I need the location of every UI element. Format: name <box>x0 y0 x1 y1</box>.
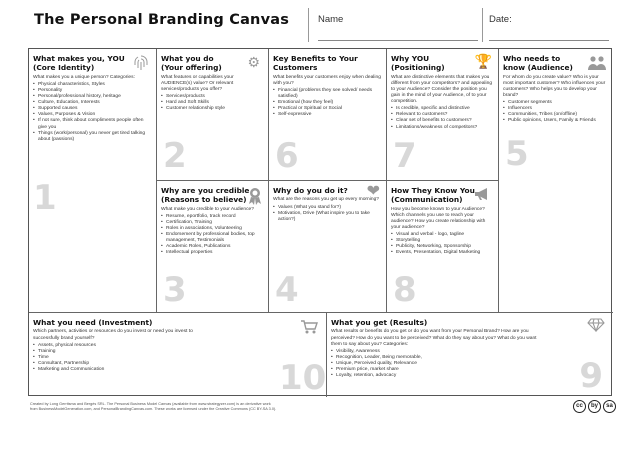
date-label: Date: <box>489 14 512 25</box>
date-field-line[interactable] <box>489 40 609 41</box>
list-item: • Services/products <box>161 94 264 100</box>
cell-title: How They Know You <box>391 186 475 195</box>
list-item: • Limitations/weakness of competitors? <box>391 125 494 131</box>
list-item: • Relevant to customers? <box>391 112 494 118</box>
list-item: • Emotional (how they feel) <box>273 100 382 106</box>
gear-icon: ⚙ <box>247 54 260 70</box>
attribution-line: from BusinessModelGeneration.com, and PersonalBrandingCanvas.com. These works are licensed under the Creative Commons (CC BY-SA 3.0). <box>30 407 277 412</box>
list-item: • Motivation, Drive (What inspire you to take action?) <box>273 211 382 223</box>
list-item: • Communities, Tribes (on/offline) <box>503 112 609 118</box>
name-field-line[interactable] <box>318 40 478 41</box>
list-item: • Assets, physical resources <box>33 343 322 349</box>
attribution-line: Created by Long Gerritsma and Bergés SRL. The Personal Business Model Canvas (available from www.strategyzer.com) is an derivative work <box>30 402 271 406</box>
cell-results <box>327 313 613 397</box>
list-item: • Influencers <box>503 106 609 112</box>
list-item: • Clear set of benefits to customers? <box>391 118 494 124</box>
cell-intro: What benefits your customers enjoy when dealing with you? <box>273 74 381 86</box>
list-item: • If not sure, think about compliments people often give you <box>33 118 152 130</box>
cell-audience <box>499 49 613 313</box>
trophy-icon: 🏆 <box>474 53 492 69</box>
list-item: • Financial (problems they see solved/ needs satisfied) <box>273 88 382 100</box>
cell-intro: What makes you a unique person? Categories: <box>33 74 135 80</box>
cell-title: What you do <box>161 54 214 63</box>
section-number: 2 <box>163 136 187 176</box>
list-item: • Marketing and Communication <box>33 367 322 373</box>
cell-title: Why YOU <box>391 54 430 63</box>
cell-title: What you need (Investment) <box>33 318 153 327</box>
section-number: 4 <box>275 270 299 310</box>
section-number: 10 <box>279 358 327 397</box>
cell-intro: What results or benefits do you get or do you want from your Personal Brand? How are you perceived? How do you want to be perceived? What do they say about you? What do you want them to say about you? Categories: <box>331 329 537 347</box>
cell-intro: Which partners, activities or resources do you invest or need you invest to successfully brand yourself? <box>33 329 193 341</box>
cell-positioning <box>387 49 499 181</box>
cell-subtitle: (Positioning) <box>391 63 445 73</box>
list-item: • Recognition, Leader, Being memorable, <box>331 355 609 361</box>
list-item: • Visual and verbal - logo, tagline <box>391 232 494 238</box>
list-item: • Certification, Training <box>161 220 264 226</box>
cell-subtitle: (Communication) <box>391 195 463 205</box>
section-number: 6 <box>275 136 299 176</box>
list-item: • Customer relationship style <box>161 106 264 112</box>
list-item: • Loyalty, retention, advocacy <box>331 373 609 379</box>
list-item: • Personal/professional history, heritage <box>33 94 152 100</box>
list-item: • Physical characteristics, Styles <box>33 82 152 88</box>
sa-badge-icon: sa <box>603 400 616 413</box>
list-item: • Hard and Soft Skills <box>161 100 264 106</box>
megaphone-icon <box>474 187 492 203</box>
cell-core-identity <box>29 49 157 313</box>
section-number: 1 <box>33 178 57 218</box>
cell-title: What makes you, YOU <box>33 54 125 63</box>
people-icon <box>587 55 607 73</box>
cell-credibility <box>157 181 269 313</box>
list-item: • Time <box>33 355 322 361</box>
list-item: • Customer segments <box>503 100 609 106</box>
cell-why <box>269 181 387 313</box>
name-label: Name <box>318 14 344 25</box>
section-number: 3 <box>163 270 187 310</box>
header-divider-right <box>482 8 483 42</box>
branding-canvas <box>28 48 612 396</box>
section-number: 7 <box>393 136 417 176</box>
list-item: • Visibility, Awareness <box>331 349 609 355</box>
cell-investment <box>29 313 327 397</box>
list-item: • Resume, eportfolio, track record <box>161 214 264 220</box>
list-item: • Public opinions, Users, Family & Friends <box>503 118 609 124</box>
cell-title: Who needs to <box>503 54 561 63</box>
list-item: • Unique, Perceived quality, Relevance <box>331 361 609 367</box>
list-item: • Intellectual properties <box>161 250 264 256</box>
by-badge-icon: by <box>588 400 601 413</box>
cell-title: Why do you do it? <box>273 186 348 195</box>
cart-icon <box>300 319 318 337</box>
cell-subtitle: (Reasons to believe) <box>161 195 247 205</box>
diamond-icon <box>587 318 605 334</box>
cell-key-benefits <box>269 49 387 181</box>
attribution-footer <box>30 402 390 412</box>
cell-subtitle: Customers <box>273 63 318 73</box>
cell-intro: How you become known to your Audience? Which channels you use to reach your audience? How you create relationship with your audience? <box>391 206 486 231</box>
cc-badge-icon: cc <box>573 400 586 413</box>
cell-subtitle: (Core Identity) <box>33 63 95 73</box>
section-number: 8 <box>393 270 417 310</box>
list-item: • Personality <box>33 88 152 94</box>
cell-subtitle: (Your offering) <box>161 63 222 73</box>
list-item: • Storytelling <box>391 238 494 244</box>
cell-offering <box>157 49 269 181</box>
cell-intro: For whom do you create value? Who is your most important customer? Who influences your customers? Who helps you to develop your brand? <box>503 74 606 99</box>
list-item: • Publicity, Networking, Sponsorship <box>391 244 494 250</box>
section-number: 9 <box>579 356 603 396</box>
list-item: • Training <box>33 349 322 355</box>
creative-commons-license[interactable] <box>573 400 616 413</box>
header-divider-left <box>308 8 309 42</box>
cell-communication <box>387 181 499 313</box>
list-item: • Endorsement by professional bodies, top management, Testimonials <box>161 232 264 244</box>
list-item: • Culture, Education, Interests <box>33 100 152 106</box>
cell-intro: What are distinctive elements that makes you different from your competitors? and appealing to your Audience? Consider the position you gain in the mind of your Audience, of to your competition. <box>391 74 493 105</box>
list-item: • Supported causes <box>33 106 152 112</box>
list-item: • Things (work/personal) you never get tired talking about (passions) <box>33 131 152 143</box>
cell-intro: What are the reasons you get up every morning? <box>273 197 380 203</box>
list-item: • Events, Presentation, Digital Marketing <box>391 250 494 256</box>
section-number: 5 <box>505 134 529 174</box>
list-item: • Academic Roles, Publications <box>161 244 264 250</box>
cell-intro: What make you credible to your Audience? <box>161 206 254 212</box>
ribbon-icon <box>248 187 262 207</box>
page-title: The Personal Branding Canvas <box>34 12 290 28</box>
cell-intro: What features or capabilities your AUDIENCE(s) value? Or relevant services/products you offer? <box>161 74 234 92</box>
list-item: • Roles in associations, Volunteering <box>161 226 264 232</box>
list-item: • Self-expressive <box>273 112 382 118</box>
fingerprint-icon <box>132 54 150 74</box>
cell-title: What you get (Results) <box>331 318 428 327</box>
list-item: • Is credible, specific and distinctive <box>391 106 494 112</box>
cell-title: Key Benefits to Your <box>273 54 358 63</box>
cell-title: Why are you credible <box>161 186 250 195</box>
cell-subtitle: know (Audience) <box>503 63 573 73</box>
list-item: • Practical or Spiritual or Social <box>273 106 382 112</box>
heart-icon: ❤ <box>366 183 380 200</box>
list-item: • Values, Purposes & Vision <box>33 112 152 118</box>
list-item: • Consultant, Partnership <box>33 361 322 367</box>
list-item: • Values (What you stand for?) <box>273 205 382 211</box>
list-item: • Premium price, market share <box>331 367 609 373</box>
